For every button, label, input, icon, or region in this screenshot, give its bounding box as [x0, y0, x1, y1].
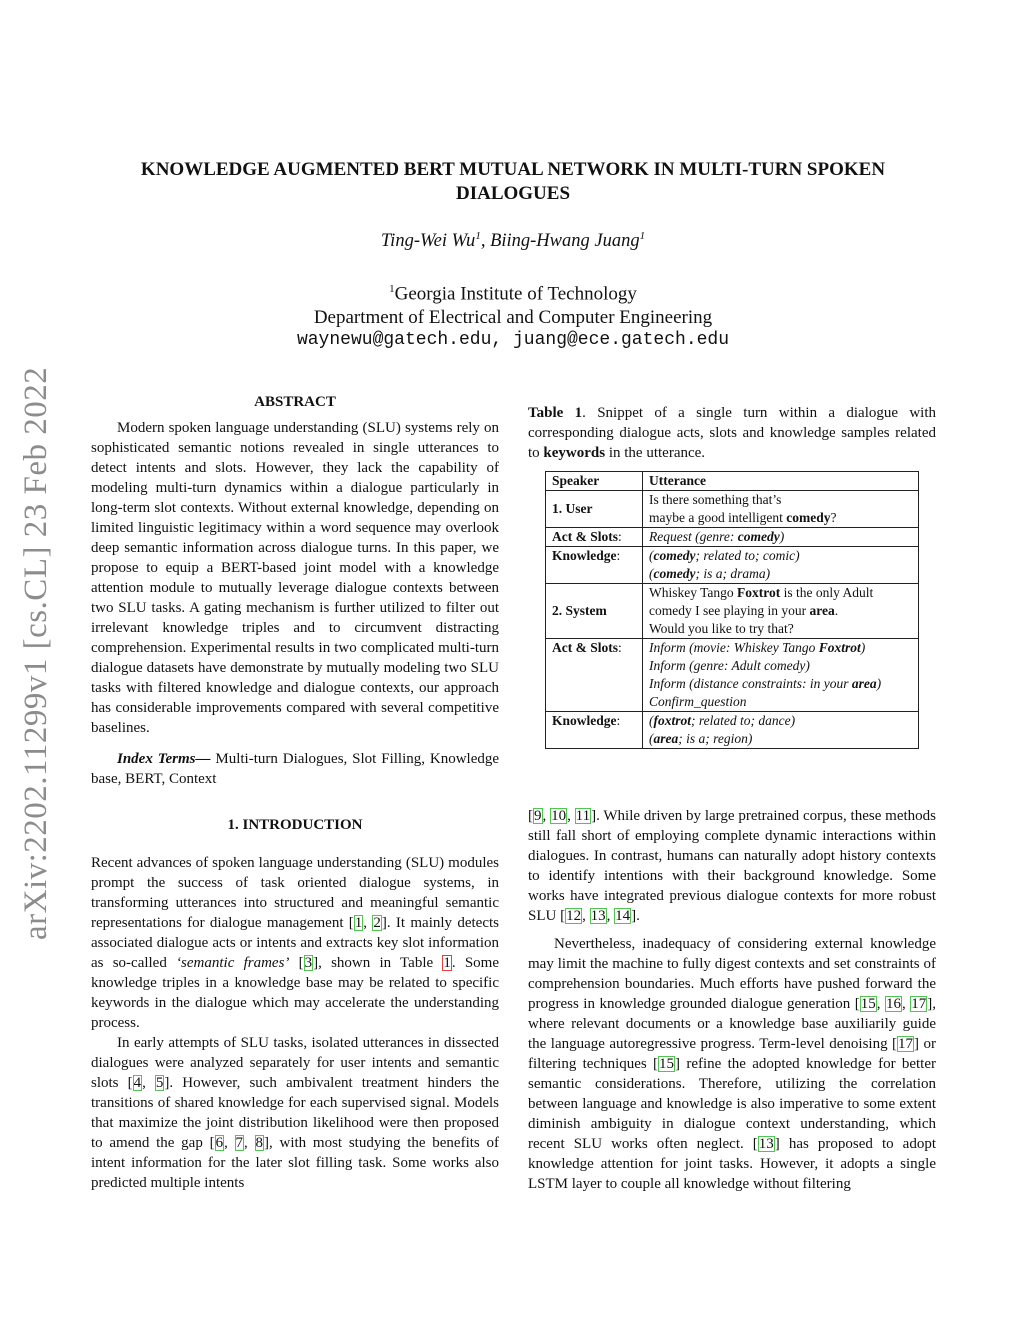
- text-run: ,: [542, 808, 551, 824]
- index-terms: [91, 749, 499, 789]
- text-run: ,: [902, 996, 911, 1012]
- citation-link[interactable]: 12: [566, 908, 582, 924]
- intro-paragraph-1: [91, 853, 499, 1033]
- row-act-value-2: [643, 639, 919, 712]
- table-ref-link[interactable]: 1: [443, 955, 451, 971]
- table-row: [546, 639, 919, 712]
- text-run: ] or filtering techniques [: [528, 1036, 936, 1072]
- row-knowledge-value: [643, 547, 919, 584]
- colon: :: [618, 529, 622, 544]
- act-line: [649, 675, 912, 693]
- row-user-utterance: [643, 491, 919, 528]
- text-run: comedy I see playing in your: [649, 603, 810, 618]
- text-run: In early attempts of SLU tasks, isolated utterances in dissected dialogues were analyzed separately for user intents and semantic slots [: [91, 1035, 499, 1091]
- table-caption-text: . Snippet of a single turn within a dialogue with corresponding dialogue acts, slots and knowledge samples related to: [528, 405, 937, 461]
- keyword: area: [653, 731, 679, 746]
- text-run: ], where relevant documents or a knowledge base auxiliarily guide the language autoregressive progress. Term-level denoising [: [528, 996, 936, 1052]
- knowledge-label-text: Knowledge: [552, 713, 617, 728]
- text-run: [: [528, 808, 533, 824]
- citation-link[interactable]: 17: [898, 1036, 914, 1052]
- row-system-utterance: [643, 584, 919, 639]
- title-line-2: DIALOGUES: [455, 183, 571, 204]
- table-row: [546, 491, 919, 528]
- index-terms-text: Multi-turn Dialogues, Slot Filling, Knowledge base, BERT, Context: [91, 751, 500, 787]
- text-run: (: [649, 566, 654, 581]
- arxiv-stamp: arXiv:2202.11299v1 [cs.CL] 23 Feb 2022: [18, 366, 54, 940]
- text-run: ?: [830, 510, 837, 525]
- intro-paragraph-2: [91, 1033, 499, 1193]
- keyword: comedy: [786, 510, 831, 525]
- keyword: comedy: [653, 566, 696, 581]
- act-label-text: Act & Slots: [552, 640, 618, 655]
- text-run: ,: [244, 1135, 255, 1151]
- abstract-heading: ABSTRACT: [254, 394, 336, 410]
- text-run: .: [834, 603, 839, 618]
- act-line: Confirm_question: [649, 694, 747, 709]
- table-row: [546, 528, 919, 547]
- table-header-row: [546, 472, 919, 491]
- text-run: ,: [224, 1135, 235, 1151]
- keyword: comedy: [737, 529, 780, 544]
- right-paragraph-2: [528, 934, 936, 1194]
- citation-link[interactable]: 1: [354, 915, 363, 931]
- citation-link[interactable]: 17: [911, 996, 927, 1012]
- keyword: area: [809, 603, 835, 618]
- text-run: ): [779, 529, 785, 544]
- row-user-label: 1. User: [546, 491, 643, 528]
- header-speaker: Speaker: [546, 472, 643, 491]
- paper-title: [90, 158, 936, 206]
- text-run: ], shown in Table: [313, 955, 443, 971]
- table-row: [546, 547, 919, 584]
- text-run: Inform (movie: Whiskey Tango: [649, 640, 819, 655]
- row-knowledge-label-2: [546, 712, 643, 749]
- text-run: ].: [631, 908, 640, 924]
- table-row: [546, 584, 919, 639]
- keyword: area: [851, 676, 877, 691]
- text-run: (: [649, 731, 654, 746]
- emails: waynewu@gatech.edu, juang@ece.gatech.edu: [296, 330, 730, 351]
- utterance-line: [649, 602, 912, 620]
- left-column: [91, 392, 499, 1193]
- knowledge-table: [545, 471, 919, 749]
- text-run: ; related to; comic): [695, 548, 800, 563]
- row-act-label-2: [546, 639, 643, 712]
- table-row: [546, 712, 919, 749]
- affiliation: [90, 278, 936, 353]
- knowledge-triple: [649, 712, 912, 730]
- author-1-sup: 1: [475, 230, 481, 242]
- citation-link[interactable]: 13: [590, 908, 606, 924]
- keyword: foxtrot: [653, 713, 692, 728]
- citation-link[interactable]: 5: [155, 1075, 164, 1091]
- author-line: [90, 230, 936, 252]
- header-utterance: Utterance: [643, 472, 919, 491]
- citation-link[interactable]: 4: [133, 1075, 142, 1091]
- department: Department of Electrical and Computer Engineering: [313, 306, 713, 328]
- citation-link[interactable]: 6: [215, 1135, 224, 1151]
- act-line: [649, 639, 912, 657]
- colon: :: [616, 548, 621, 563]
- author-separator: ,: [480, 231, 491, 252]
- utterance-line: Would you like to try that?: [649, 621, 794, 636]
- table-caption-label: Table 1: [528, 405, 583, 421]
- row-knowledge-label: [546, 547, 643, 584]
- table-caption-keyword: keywords: [543, 445, 606, 461]
- row-knowledge-value-2: [643, 712, 919, 749]
- citation-link[interactable]: 14: [615, 908, 631, 924]
- text-run: ,: [606, 908, 615, 924]
- title-line-1: KNOWLEDGE AUGMENTED BERT MUTUAL NETWORK IN MULTI-TURN SPOKEN: [140, 159, 886, 180]
- text-run: Whiskey Tango: [649, 585, 738, 600]
- text-run: . Some knowledge triples in a knowledge base may be related to specific keywords in the dialogue which may accelerate the understanding process.: [91, 955, 499, 1031]
- knowledge-triple: [649, 730, 912, 748]
- citation-link[interactable]: 7: [235, 1135, 244, 1151]
- semantic-frames-term: ‘semantic frames’: [176, 955, 290, 971]
- citation-link[interactable]: 2: [373, 915, 381, 931]
- institution: [90, 278, 936, 306]
- index-terms-label: Index Terms—: [117, 751, 211, 767]
- affil-sup: 1: [389, 283, 395, 295]
- text-run: ] has proposed to adopt knowledge attention for joint tasks. However, it adopts a single LSTM layer to couple all knowledge without filtering: [528, 1136, 936, 1192]
- text-run: maybe a good intelligent: [649, 510, 787, 525]
- row-act-value: [643, 528, 919, 547]
- citation-link[interactable]: 13: [758, 1136, 774, 1152]
- citation-link[interactable]: 15: [860, 996, 876, 1012]
- text-run: ; is a; region): [678, 731, 753, 746]
- text-run: Request (genre:: [649, 529, 738, 544]
- citation-link[interactable]: 15: [659, 1056, 675, 1072]
- text-run: ): [860, 640, 866, 655]
- abstract-text: Modern spoken language understanding (SLU) systems rely on sophisticated semantic notions revealed in single utterances to detect intents and slots. However, they lack the capability of modeling multi-turn dynamics within a dialogue particularly in long-term slot contexts. Without external knowledge, depending on limited linguistic legitimacy within a word sequence may overlook deep semantic information across dialogue turns. In this paper, we propose to equip a BERT-based joint model with a knowledge attention module to mutually leverage dialogue contexts between two SLU tasks. A gating mechanism is further utilized to filter out irrelevant knowledge triples and to circumvent distracting comprehension. Experimental results in two complicated multi-turn dialogue datasets have demonstrate by mutually modeling two SLU tasks with filtered knowledge and dialogue contexts, our approach has considerable improvements compared with several competitive baselines.: [91, 420, 499, 736]
- text-run: ]. However, such ambivalent treatment hinders the transitions of shared knowledge for each supervised signal. Models that maximize the joint distribution likelihood were then proposed to amend the gap [: [91, 1075, 499, 1151]
- text-run: ]. It mainly detects associated dialogue acts or intents and extracts key slot information as so-called: [91, 915, 499, 971]
- text-run: Nevertheless, inadequacy of considering external knowledge may limit the machine to fully digest contexts and set constraints of comprehension boundaries. Much efforts have pushed forward the progress in knowledge grounded dialogue generation [: [528, 936, 936, 1012]
- text-run: ): [876, 676, 882, 691]
- text-run: is the only Adult: [780, 585, 874, 600]
- act-line: Inform (genre: Adult comedy): [649, 658, 810, 673]
- table-caption-end: in the utterance.: [605, 445, 706, 461]
- citation-link[interactable]: 3: [304, 955, 313, 971]
- text-run: ,: [567, 808, 575, 824]
- text-run: ,: [142, 1075, 155, 1091]
- citation-link[interactable]: 8: [255, 1135, 264, 1151]
- knowledge-triple: [649, 547, 912, 565]
- author-2: Biing-Hwang Juang: [490, 231, 640, 252]
- knowledge-triple: [649, 565, 912, 583]
- text-run: [: [289, 955, 304, 971]
- text-run: ]. While driven by large pretrained corpus, these methods still fall short of employing complete dynamic interactions within dialogues. In contrast, humans can naturally adopt history contexts to identify intentions with their background knowledge. Some works have integrated previous dialogue contexts for more robust SLU [: [528, 808, 937, 924]
- utterance-line: [649, 584, 912, 602]
- citation-link[interactable]: 10: [551, 808, 567, 824]
- institution-name: Georgia Institute of Technology: [394, 283, 637, 305]
- text-run: Recent advances of spoken language understanding (SLU) modules prompt the success of task oriented dialogue systems, in transforming utterances into structured and meaningful semantic representations for dialogue management [: [91, 855, 499, 931]
- text-run: ] refine the adopted knowledge for better semantic considerations. Therefore, utilizing the correlation between language and knowledge is also imperative to some extent diminish ambiguity in dialogue context understanding, which recent SLU works often neglect. [: [528, 1056, 936, 1152]
- utterance-line: Is there something that’s: [649, 492, 782, 507]
- act-label-text: Act & Slots: [552, 529, 618, 544]
- intro-heading: 1. INTRODUCTION: [227, 817, 363, 833]
- text-run: ], with most studying the benefits of intent information for the later slot filling task. Some works also predicted multiple intents: [91, 1135, 499, 1191]
- text-run: ,: [582, 908, 590, 924]
- author-2-sup: 1: [639, 230, 646, 242]
- citation-link[interactable]: 16: [886, 996, 902, 1012]
- row-act-label: [546, 528, 643, 547]
- colon: :: [616, 713, 621, 728]
- text-run: Inform (distance constraints: in your: [649, 676, 852, 691]
- text-run: ; is a; drama): [695, 566, 771, 581]
- text-run: (: [649, 548, 654, 563]
- text-run: ,: [363, 915, 373, 931]
- keyword: comedy: [653, 548, 696, 563]
- citation-link[interactable]: 11: [575, 808, 591, 824]
- right-paragraph-1: [528, 806, 936, 926]
- colon: :: [618, 640, 622, 655]
- right-column: [528, 806, 936, 1194]
- row-system-label: 2. System: [546, 584, 643, 639]
- citation-link[interactable]: 9: [534, 808, 542, 824]
- knowledge-label-text: Knowledge: [552, 548, 617, 563]
- author-1: Ting-Wei Wu: [380, 231, 476, 252]
- text-run: (: [649, 713, 654, 728]
- keyword: Foxtrot: [737, 585, 781, 600]
- table-caption: [528, 403, 936, 463]
- text-run: ,: [876, 996, 886, 1012]
- utterance-line: [649, 509, 912, 527]
- keyword: Foxtrot: [818, 640, 861, 655]
- text-run: ; related to; dance): [691, 713, 796, 728]
